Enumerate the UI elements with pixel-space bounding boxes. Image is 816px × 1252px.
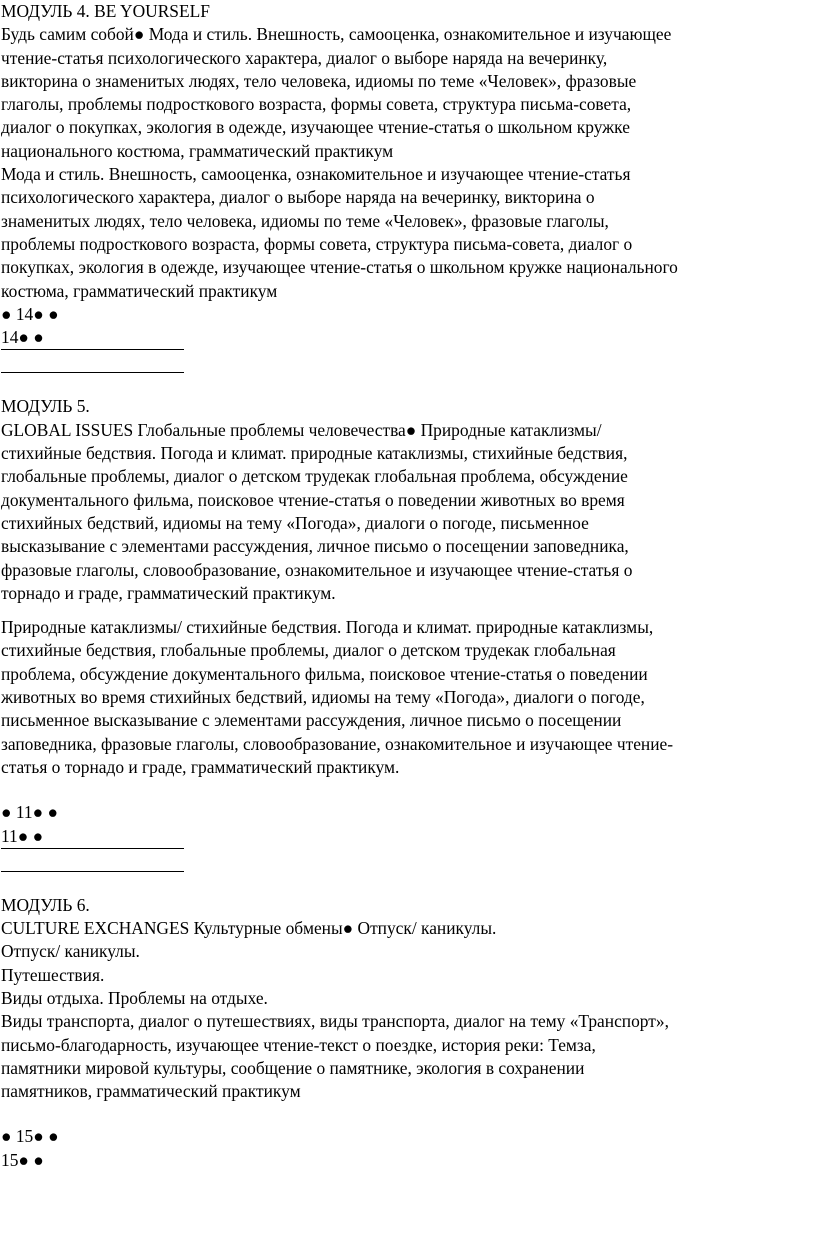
text-line: высказывание с элементами рассуждения, личное письмо о посещении заповедника, bbox=[1, 536, 629, 557]
text-line: национального костюма, грамматический практикум bbox=[1, 140, 394, 161]
text-line: костюма, грамматический практикум bbox=[1, 280, 278, 301]
text-line: документального фильма, поисковое чтение-статья о поведении животных во время bbox=[1, 489, 625, 510]
module-5-hours-a: ● 11● ● bbox=[1, 802, 58, 823]
text-line: Природные катаклизмы/ стихийные бедствия. Погода и климат. природные катаклизмы, bbox=[1, 617, 654, 638]
text-line: стихийные бедствия, глобальные проблемы, диалог о детском трудекак глобальная bbox=[1, 640, 616, 661]
document-page bbox=[1, 0, 813, 1172]
module-5-section bbox=[1, 395, 813, 893]
text-line: диалог о покупках, экология в одежде, изучающее чтение-статья о школьном кружке bbox=[1, 117, 630, 138]
text-line: Путешествия. bbox=[1, 964, 105, 985]
text-line: Виды отдыха. Проблемы на отдыхе. bbox=[1, 987, 268, 1008]
module-4-title: МОДУЛЬ 4. BE YOURSELF bbox=[1, 1, 210, 21]
module-4-description bbox=[1, 23, 813, 303]
text-line: животных во время стихийных бедствий, идиомы на тему «Погода», диалоги о погоде, bbox=[1, 687, 645, 708]
text-line: статья о торнадо и граде, грамматический практикум. bbox=[1, 756, 400, 777]
module-6-description bbox=[1, 917, 813, 1103]
text-line: памятники мировой культуры, сообщение о памятнике, экология в сохранении bbox=[1, 1057, 585, 1078]
module-6-section bbox=[1, 894, 813, 1172]
text-line: стихийных бедствий, идиомы на тему «Погода», диалоги о погоде, письменное bbox=[1, 512, 589, 533]
text-line: памятников, грамматический практикум bbox=[1, 1081, 301, 1102]
module-5-hours-b: 11● ● bbox=[1, 825, 44, 846]
text-line: глаголы, проблемы подросткового возраста, формы совета, структура письма-совета, bbox=[1, 94, 632, 115]
text-line: Будь самим собой● Мода и стиль. Внешность, самооценка, ознакомительное и изучающее bbox=[1, 24, 672, 45]
text-line: заповедника, фразовые глаголы, словообразование, ознакомительное и изучающее чтение- bbox=[1, 733, 674, 754]
text-line: покупках, экология в одежде, изучающее чтение-статья о школьном кружке национального bbox=[1, 257, 678, 278]
module-5-title: МОДУЛЬ 5. bbox=[1, 396, 90, 417]
module-6-hours-a: ● 15● ● bbox=[1, 1126, 59, 1147]
text-line: стихийные бедствия. Погода и климат. природные катаклизмы, стихийные бедствия, bbox=[1, 443, 628, 464]
text-line: Виды транспорта, диалог о путешествиях, виды транспорта, диалог на тему «Транспорт», bbox=[1, 1011, 669, 1032]
module-5-description-2 bbox=[1, 616, 813, 779]
module-4-hours-a: ● 14● ● bbox=[1, 303, 59, 324]
text-line: письменное высказывание с элементами рассуждения, личное письмо о посещении bbox=[1, 710, 622, 731]
module-4-section bbox=[1, 0, 813, 395]
module-4-hours-b: 14● ● bbox=[1, 327, 44, 348]
text-line: Отпуск/ каникулы. bbox=[1, 941, 140, 962]
text-line: проблема, обсуждение документального фильма, поисковое чтение-статья о поведении bbox=[1, 663, 648, 684]
text-line: чтение-статья психологического характера, диалог о выборе наряда на вечеринку, bbox=[1, 47, 608, 68]
text-line: глобальные проблемы, диалог о детском трудекак глобальная проблема, обсуждение bbox=[1, 466, 628, 487]
text-line: викторина о знаменитых людях, тело человека, идиомы по теме «Человек», фразовые bbox=[1, 70, 637, 91]
text-line: CULTURE EXCHANGES Культурные обмены● Отпуск/ каникулы. bbox=[1, 918, 497, 939]
text-line: Мода и стиль. Внешность, самооценка, ознакомительное и изучающее чтение-статья bbox=[1, 164, 631, 185]
text-line: письмо-благодарность, изучающее чтение-текст о поездке, история реки: Темза, bbox=[1, 1034, 596, 1055]
module-6-title: МОДУЛЬ 6. bbox=[1, 894, 90, 915]
module-6-hours-b: 15● ● bbox=[1, 1149, 44, 1170]
text-line: фразовые глаголы, словообразование, ознакомительное и изучающее чтение-статья о bbox=[1, 559, 633, 580]
text-line: психологического характера, диалог о выборе наряда на вечеринку, викторина о bbox=[1, 187, 595, 208]
text-line: проблемы подросткового возраста, формы совета, структура письма-совета, диалог о bbox=[1, 233, 633, 254]
text-line: GLOBAL ISSUES Глобальные проблемы человечества● Природные катаклизмы/ bbox=[1, 419, 602, 440]
module-5-description bbox=[1, 419, 813, 605]
text-line: знаменитых людях, тело человека, идиомы по теме «Человек», фразовые глаголы, bbox=[1, 210, 609, 231]
text-line: торнадо и граде, грамматический практикум. bbox=[1, 582, 336, 603]
